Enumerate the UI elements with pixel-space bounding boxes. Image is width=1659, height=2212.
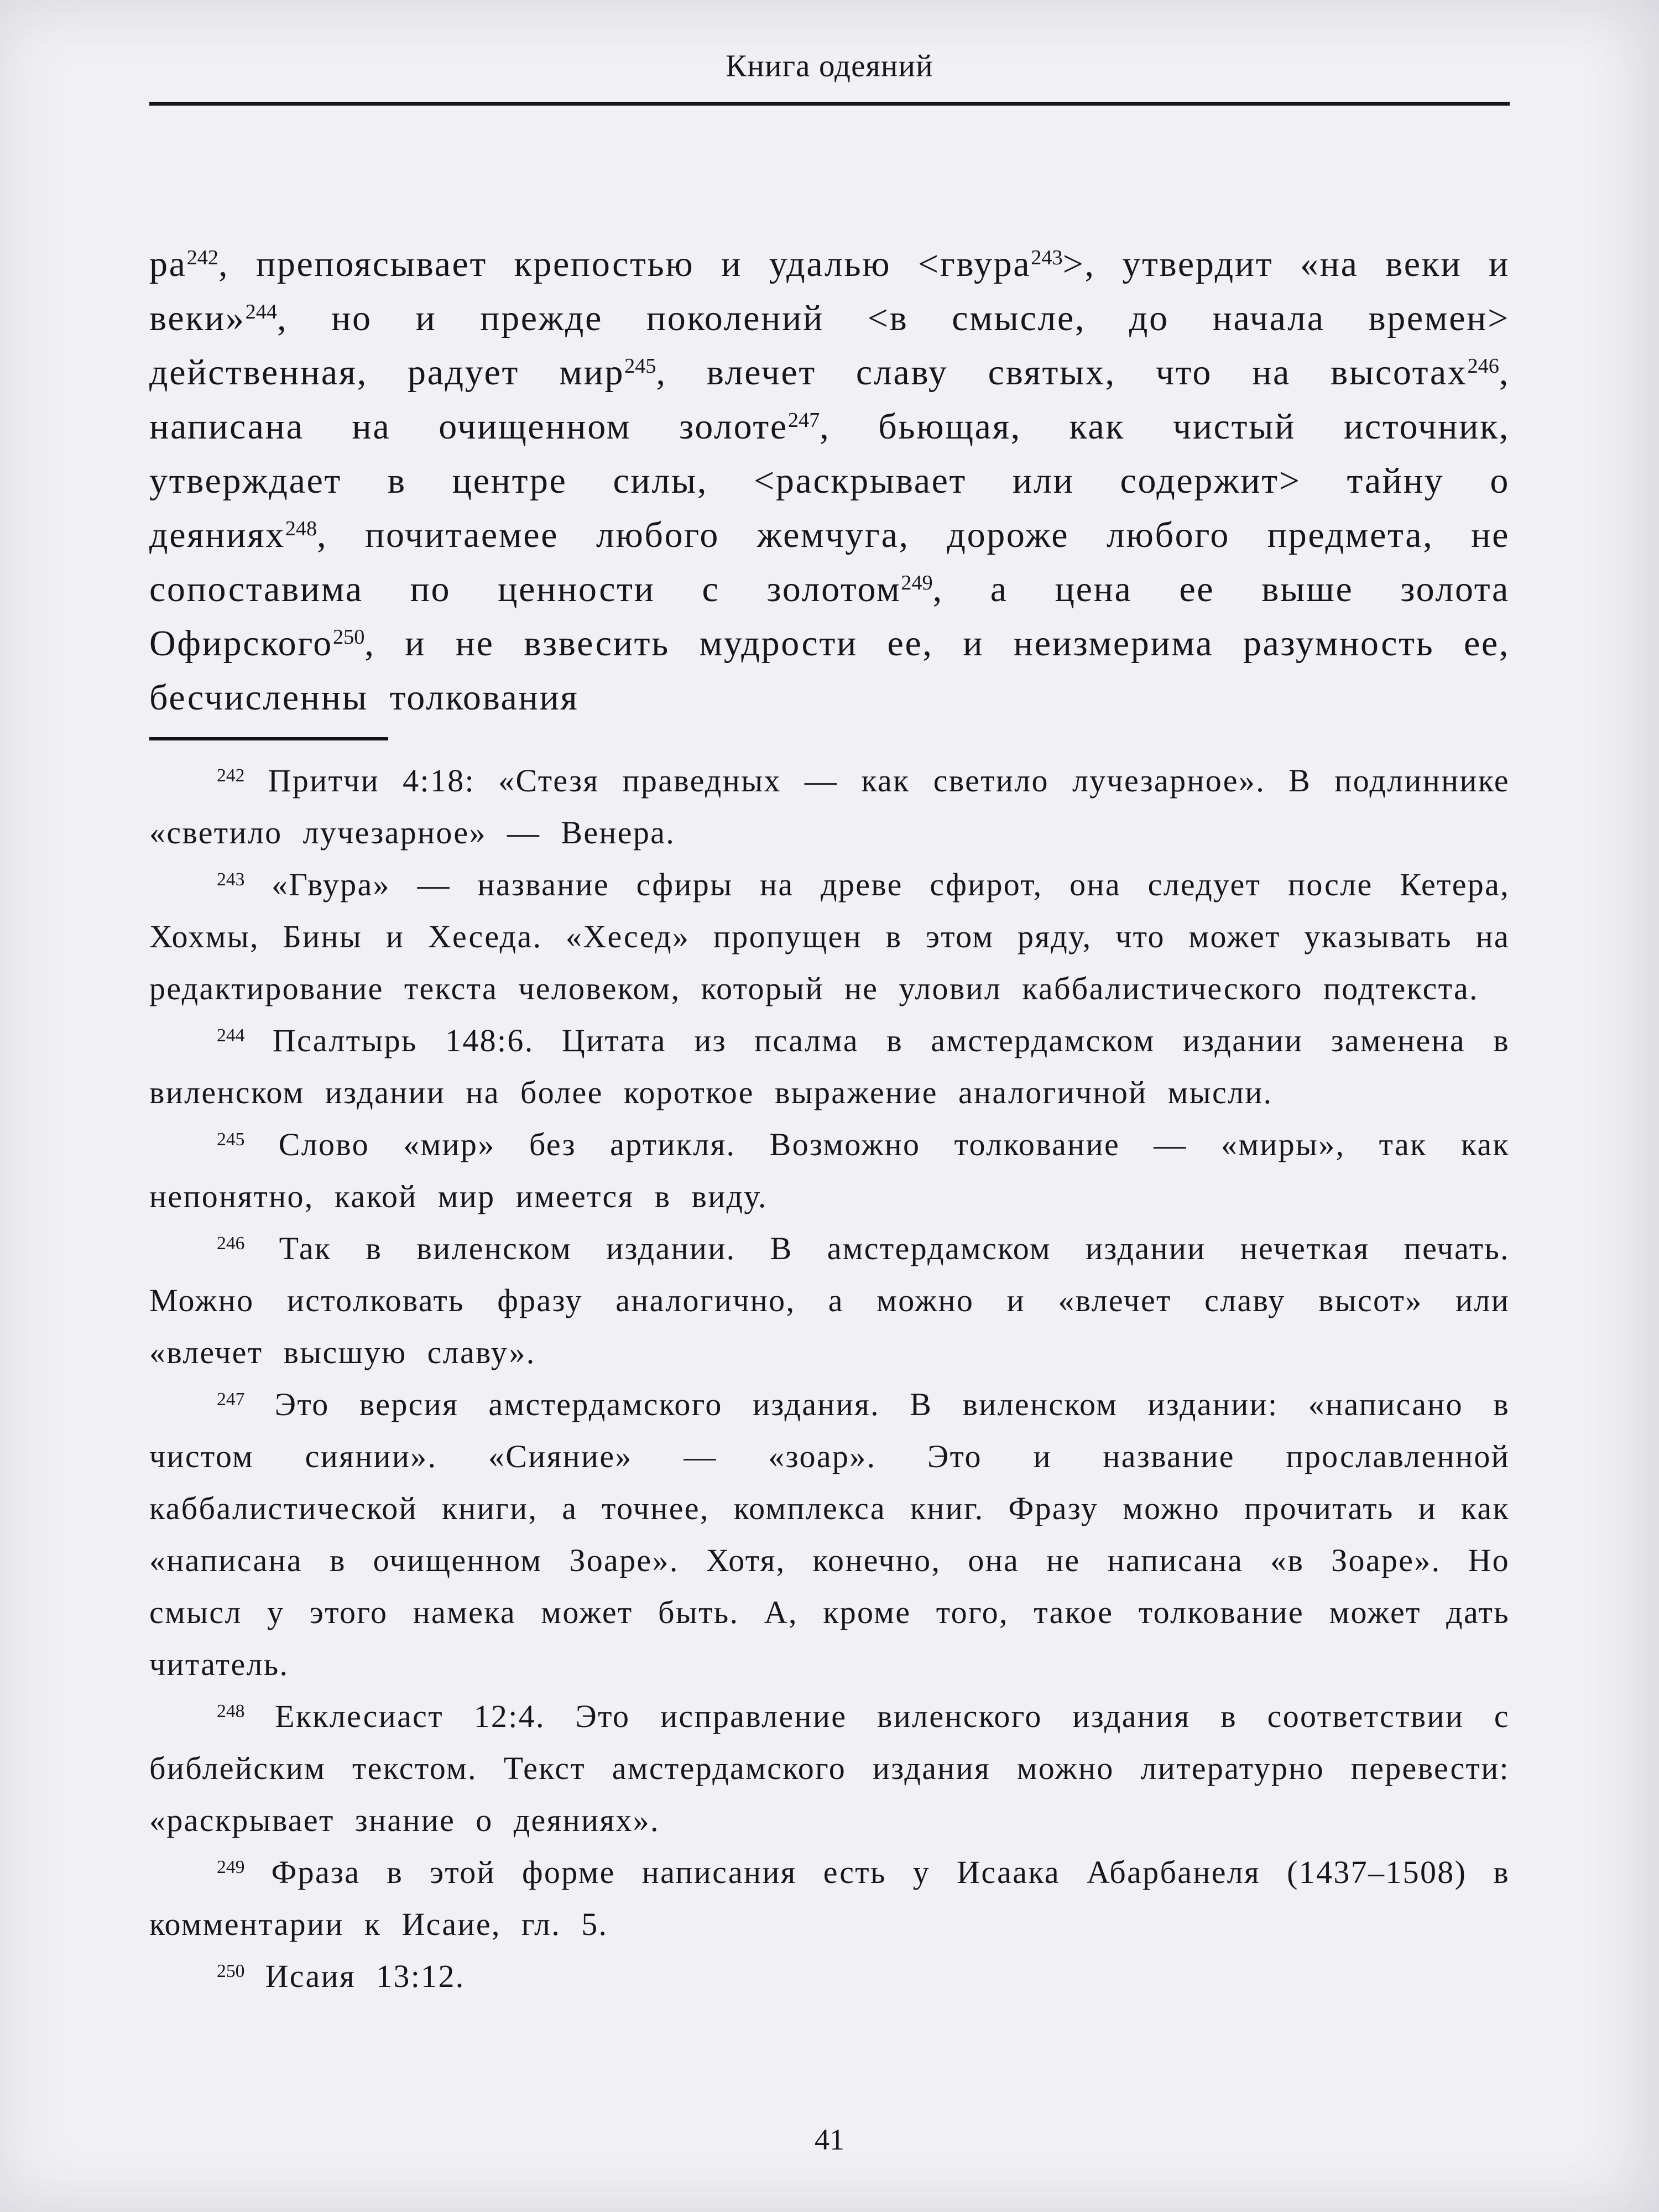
footnote-number: 244	[217, 1025, 245, 1046]
footnote-246	[149, 1223, 1510, 1379]
footnote-text: Екклесиаст 12:4. Это исправление виленского издания в соответствии с библейским текстом. Текст амстердамского издания можно литературно перевести: «раскрывает знание о деяниях».	[149, 1698, 1510, 1839]
footnote-244	[149, 1015, 1510, 1119]
footnote-ref: 242	[186, 246, 218, 270]
footnote-number: 247	[217, 1389, 245, 1410]
header-rule	[149, 102, 1510, 106]
footnote-separator	[149, 737, 388, 740]
footnote-ref: 248	[285, 517, 317, 541]
main-text-segment: , написана на очищенном золоте	[149, 352, 1510, 447]
footnote-text: «Гвура» — название сфиры на древе сфирот, она следует после Кетера, Хохмы, Бины и Хеседа. «Хесед» пропущен в этом ряду, что может указывать на редактирование текста человеком, который не уловил каббалистического подтекста.	[149, 867, 1510, 1007]
footnote-text: Исаия 13:12.	[244, 1958, 465, 1995]
running-header-title: Книга одеяний	[726, 49, 933, 84]
footnote-number: 248	[217, 1700, 245, 1721]
footnote-242	[149, 755, 1510, 859]
footnote-text: Псалтырь 148:6. Цитата из псалма в амстердамском издании заменена в виленском издании на более короткое выражение аналогичной мысли.	[149, 1022, 1510, 1111]
main-text-segment: ра	[149, 244, 187, 285]
footnote-ref: 249	[901, 571, 933, 595]
footnote-ref: 243	[1031, 246, 1063, 270]
page-header	[149, 0, 1510, 106]
footnote-ref: 244	[245, 300, 278, 324]
main-text-segment: , влечет славу святых, что на высотах	[656, 352, 1468, 393]
main-text-segment: , и не взвесить мудрости ее, и неизмерима разумность ее, бесчисленны толкования	[149, 623, 1510, 718]
main-text-segment: , а цена ее выше золота Офирского	[149, 569, 1510, 664]
main-paragraph	[149, 237, 1510, 725]
footnote-249	[149, 1846, 1510, 1950]
footnote-248	[149, 1691, 1510, 1846]
footnote-text: Притчи 4:18: «Стезя праведных — как светило лучезарное». В подлиннике «светило лучезарное» — Венера.	[149, 763, 1510, 851]
main-text-segment: , бьющая, как чистый источник, утверждает в центре силы, <раскрывает или содержит> тайну о деяниях	[149, 406, 1510, 556]
main-text-segment: , но и прежде поколений <в смысле, до начала времен> действенная, радует мир	[149, 298, 1510, 393]
footnote-number: 243	[217, 869, 245, 890]
main-content	[149, 237, 1510, 725]
page-number: 41	[815, 2123, 844, 2156]
footnote-ref: 250	[332, 625, 365, 649]
footnote-243	[149, 859, 1510, 1015]
footnote-ref: 245	[624, 354, 656, 378]
footnote-250	[149, 1950, 1510, 2002]
footnote-ref: 247	[787, 409, 820, 432]
footnote-number: 246	[217, 1233, 245, 1254]
footnote-247	[149, 1379, 1510, 1691]
footnote-text: Фраза в этой форме написания есть у Исаака Абарбанеля (1437–1508) в комментарии к Исаие, гл. 5.	[149, 1854, 1510, 1943]
footnote-ref: 246	[1467, 354, 1499, 378]
footnote-text: Это версия амстердамского издания. В виленском издании: «написано в чистом сиянии». «Сияние» — «зоар». Это и название прославленной каббалистической книги, а точнее, комплекса книг. Фразу можно прочитать и как «написана в очищенном Зоаре». Хотя, конечно, она не написана «в Зоаре». Но смысл у этого намека может быть. А, кроме того, такое толкование может дать читатель.	[149, 1386, 1510, 1683]
footnote-text: Слово «мир» без артикля. Возможно толкование — «миры», так как непонятно, какой мир имеется в виду.	[149, 1126, 1510, 1215]
main-text-segment: , почитаемее любого жемчуга, дороже любого предмета, не сопоставима по ценности с золотом	[149, 515, 1510, 610]
footnote-number: 249	[217, 1856, 245, 1877]
footnote-245	[149, 1119, 1510, 1223]
main-text-segment: >, утвердит «на веки и веки»	[149, 244, 1510, 339]
footnote-number: 242	[217, 765, 245, 786]
footnote-number: 245	[217, 1129, 245, 1150]
main-text-segment: , препоясывает крепостью и удалью <гвура	[218, 244, 1031, 285]
footnote-text: Так в виленском издании. В амстердамском издании нечеткая печать. Можно истолковать фразу аналогично, а можно и «влечет славу высот» или «влечет высшую славу».	[149, 1230, 1510, 1371]
footnote-number: 250	[217, 1960, 245, 1981]
footnotes	[149, 755, 1510, 2002]
